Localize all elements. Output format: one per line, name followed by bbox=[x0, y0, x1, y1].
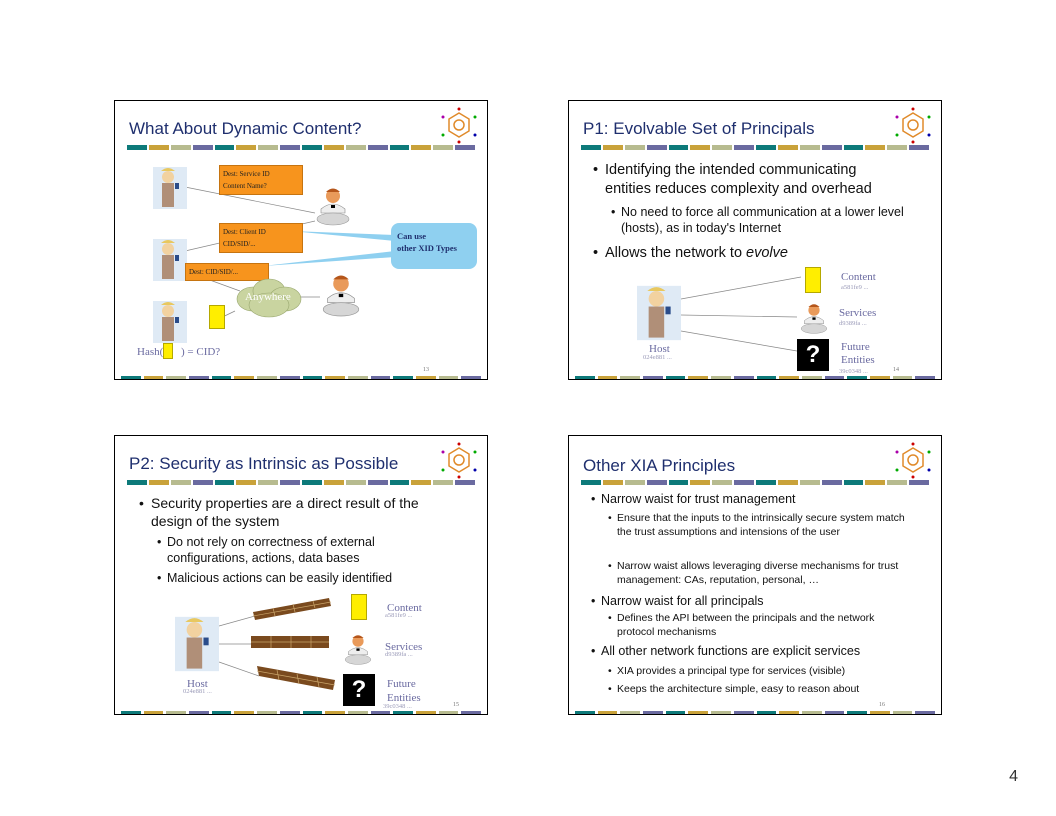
firewall-icon bbox=[253, 596, 333, 622]
sub-bullet-label: Keeps the architecture simple, easy to reason about bbox=[617, 683, 860, 695]
hash-formula-right: ) = CID? bbox=[181, 346, 221, 358]
user-person-icon bbox=[153, 167, 187, 209]
slide-security-intrinsic bbox=[114, 435, 488, 715]
box-line: Dest: CID/SID/... bbox=[189, 268, 238, 276]
sub-bullet-label: Narrow waist allows leveraging diverse mechanisms for trust management: CAs, reputation, personal, … bbox=[617, 560, 899, 586]
bullet-label: Allows the network to bbox=[605, 245, 747, 261]
firewall-icon bbox=[257, 662, 337, 696]
slide-number: 16 bbox=[879, 702, 885, 708]
cloud-label: Anywhere bbox=[245, 291, 291, 303]
host-hex: 024e881 ... bbox=[183, 688, 212, 695]
sub-bullet-label: Ensure that the inputs to the intrinsically secure system match the trust assumptions and intensions of the user bbox=[617, 512, 905, 538]
future-hex: 39c0348 ... bbox=[383, 703, 412, 710]
callout-line: Can use bbox=[397, 231, 427, 241]
sub-bullet-label: No need to force all communication at a lower level (hosts), as in today's Internet bbox=[621, 205, 904, 235]
bottom-stripe bbox=[575, 376, 935, 379]
future-label-line: Future bbox=[387, 678, 416, 690]
host-label: Host bbox=[649, 343, 670, 355]
firewall-icon bbox=[251, 632, 331, 652]
slide-title: P2: Security as Intrinsic as Possible bbox=[129, 454, 399, 473]
future-label bbox=[841, 341, 875, 367]
bullet-emphasis: evolve bbox=[746, 245, 788, 261]
services-server-icon bbox=[343, 634, 373, 666]
sub-bullet-text: • No need to force all communication at a lower level (hosts), as in today's Internet bbox=[611, 205, 904, 235]
sub-bullet-label: XIA provides a principal type for services (visible) bbox=[617, 665, 846, 677]
services-label: Services bbox=[839, 307, 877, 319]
future-question-icon: ? bbox=[797, 339, 829, 371]
bullet-label: Narrow waist for trust management bbox=[601, 492, 796, 506]
box-line: Dest: Service ID bbox=[223, 170, 270, 178]
content-document-icon bbox=[805, 267, 821, 293]
server-person-icon bbox=[315, 187, 351, 227]
sub-bullet-text: • Ensure that the inputs to the intrinsically secure system match the trust assumptions and intensions of the user bbox=[608, 512, 905, 538]
future-label-line: Future bbox=[841, 341, 870, 353]
future-label-line: Entities bbox=[387, 692, 421, 704]
future-label bbox=[387, 677, 421, 705]
xia-logo-icon bbox=[891, 440, 935, 480]
document-icon bbox=[163, 343, 173, 359]
box-line: CID/SID/... bbox=[223, 240, 256, 248]
user-person-icon bbox=[153, 301, 187, 343]
bottom-stripe bbox=[575, 711, 935, 714]
content-label: Content bbox=[387, 602, 422, 614]
future-hex: 39c0348 ... bbox=[839, 368, 868, 375]
slide-number: 15 bbox=[453, 702, 459, 708]
bullet-text: • All other network functions are explicit services bbox=[591, 644, 861, 658]
xid-callout bbox=[391, 223, 477, 269]
sub-bullet-text: • Narrow waist allows leveraging diverse mechanisms for trust management: CAs, reputation, personal, … bbox=[608, 560, 899, 586]
content-hex: a581fe9 ... bbox=[385, 612, 413, 619]
bullet-text: • Allows the network to evolve bbox=[593, 245, 788, 261]
host-hex: 024e881 ... bbox=[643, 354, 672, 361]
slide-number: 14 bbox=[893, 367, 899, 373]
slide-dynamic-content bbox=[114, 100, 488, 380]
slide-title: What About Dynamic Content? bbox=[129, 119, 362, 138]
box-line: Dest: Client ID bbox=[223, 228, 266, 236]
content-label: Content bbox=[841, 271, 876, 283]
user-person-icon bbox=[153, 239, 187, 281]
sub-bullet-text: • XIA provides a principal type for services (visible) bbox=[608, 665, 846, 677]
sub-bullet-text: • Defines the API between the principals and the network protocol mechanisms bbox=[608, 612, 875, 638]
bullet-label: All other network functions are explicit services bbox=[601, 644, 861, 658]
host-person-icon bbox=[637, 285, 681, 341]
title-stripe bbox=[581, 480, 929, 485]
content-hex: a581fe9 ... bbox=[841, 284, 869, 291]
bottom-stripe bbox=[121, 376, 481, 379]
content-document-icon bbox=[351, 594, 367, 620]
sub-bullet-text: • Do not rely on correctness of external configurations, actions, data bases bbox=[157, 535, 375, 565]
host-person-icon bbox=[175, 616, 219, 672]
bullet-label: Security properties are a direct result of the design of the system bbox=[151, 495, 419, 529]
callout-line: other XID Types bbox=[397, 243, 457, 253]
slide-number: 13 bbox=[423, 367, 429, 373]
sub-bullet-label: Do not rely on correctness of external configurations, actions, data bases bbox=[167, 535, 375, 565]
page-number: 4 bbox=[1009, 768, 1018, 785]
bottom-stripe bbox=[121, 711, 481, 714]
document-icon bbox=[209, 305, 225, 329]
host-label: Host bbox=[187, 678, 208, 690]
slide-title: P1: Evolvable Set of Principals bbox=[583, 119, 815, 138]
bullet-text: • Security properties are a direct result of the design of the system bbox=[139, 495, 419, 529]
future-label-line: Entities bbox=[841, 354, 875, 366]
slide-evolvable-principals bbox=[568, 100, 942, 380]
bullet-text: • Narrow waist for all principals bbox=[591, 594, 764, 608]
bullet-text: • Narrow waist for trust management bbox=[591, 492, 796, 506]
slide-title: Other XIA Principles bbox=[583, 456, 736, 475]
dest-service-box bbox=[219, 165, 303, 195]
services-hex: d9389fa ... bbox=[385, 651, 413, 658]
box-line: Content Name? bbox=[223, 182, 267, 190]
diagram-arrows bbox=[569, 101, 941, 379]
services-hex: d9389fa ... bbox=[839, 320, 867, 327]
bullet-label: Identifying the intended communicating entities reduces complexity and overhead bbox=[605, 162, 872, 197]
bullet-label: Narrow waist for all principals bbox=[601, 594, 764, 608]
hash-formula-left: Hash( bbox=[137, 346, 164, 358]
sub-bullet-label: Defines the API between the principals and the network protocol mechanisms bbox=[617, 612, 875, 638]
bullet-text: • Identifying the intended communicating entities reduces complexity and overhead bbox=[593, 162, 872, 197]
slide-other-principles bbox=[568, 435, 942, 715]
dest-client-box bbox=[219, 223, 303, 253]
services-label: Services bbox=[385, 641, 423, 653]
future-question-icon: ? bbox=[343, 674, 375, 706]
server-person-icon bbox=[321, 273, 361, 319]
services-server-icon bbox=[799, 303, 829, 335]
sub-bullet-text: • Keeps the architecture simple, easy to reason about bbox=[608, 683, 860, 695]
sub-bullet-label: Malicious actions can be easily identified bbox=[167, 571, 393, 585]
sub-bullet-text: • Malicious actions can be easily identified bbox=[157, 571, 393, 585]
